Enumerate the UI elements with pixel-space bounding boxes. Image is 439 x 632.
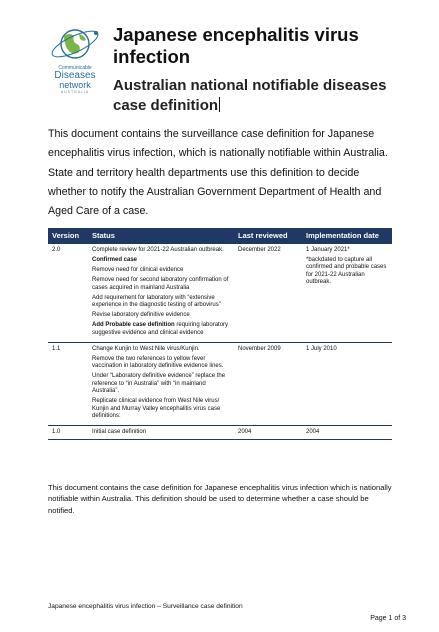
implementation-date: 1 January 2021*	[306, 247, 350, 253]
logo-line-1: Communicable	[58, 65, 92, 71]
cell-status	[88, 342, 234, 426]
status-line: Revise laboratory definitive evidence	[92, 312, 190, 318]
cell-last-reviewed: 2004	[234, 426, 302, 440]
logo-line-4: AUSTRALIA	[60, 90, 90, 94]
cdna-logo	[44, 22, 106, 108]
page-number: Page 1 of 3	[370, 615, 406, 622]
status-line: Remove need for second laboratory confirmation of cases acquired in mainland Australia	[92, 277, 229, 291]
cell-status: Initial case definition	[88, 426, 234, 440]
intro-paragraph: This document contains the surveillance case definition for Japanese encephalitis virus infection, which is nationally notifiable within Australia. State and territory health departments use this definition to decide whether to notify the Australian Government Department of Health and Aged Care of a case.	[48, 128, 388, 218]
header-implementation-date: Implementation date	[302, 228, 392, 244]
cell-version: 1.0	[48, 426, 88, 440]
subtitle-text: Australian national notifiable diseases case definition	[113, 77, 387, 114]
document-subtitle	[113, 76, 423, 116]
version-history-table	[48, 228, 392, 440]
table-row	[48, 342, 392, 426]
header-version: Version	[48, 228, 88, 244]
cell-implementation: 2004	[302, 426, 392, 440]
status-line: Change Kunjin to West Nile virus/Kunjin.	[92, 345, 200, 352]
table-row	[48, 426, 392, 440]
status-rest: requiring laboratory suggestive evidence and clinical evidence	[92, 322, 229, 336]
cell-implementation: 1 July 2010	[302, 342, 392, 426]
notifiable-paragraph: This document contains the case definition for Japanese encephalitis virus infection which is nationally notifiable within Australia. This definition should be used to determine whether a case should be notified.	[48, 483, 392, 515]
header-status: Status	[88, 228, 234, 244]
table-row	[48, 244, 392, 342]
status-line: Remove need for clinical evidence	[92, 267, 184, 273]
header-last-reviewed: Last reviewed	[234, 228, 302, 244]
cell-implementation	[302, 244, 392, 342]
status-line: Remove the two references to yellow fever vaccination in laboratory definitive evidence lines.	[92, 355, 224, 369]
status-line: Under “Laboratory definitive evidence” replace the reference to “in Australia” with “in mainland Australia”.	[92, 373, 226, 394]
implementation-note: *backdated to capture all confirmed and probable cases for 2021-22 Australian outbreak.	[306, 256, 387, 285]
cdna-logo-globe-icon	[44, 22, 106, 68]
status-line-probable	[92, 322, 230, 337]
text-cursor	[219, 97, 220, 112]
page-footer: Japanese encephalitis virus infection – Surveillance case definition	[48, 603, 243, 610]
cell-version: 1.1	[48, 342, 88, 426]
table-header-row	[48, 228, 392, 244]
cell-last-reviewed: December 2022	[234, 244, 302, 342]
logo-line-3: network	[59, 80, 91, 90]
status-line: Replicate clinical evidence from West Nile virus/ Kunjin and Murray Valley encephalitis virus case definitions:	[92, 398, 221, 419]
status-line: Confirmed case	[92, 257, 138, 263]
status-line: Complete review for 2021-22 Australian outbreak.	[92, 247, 224, 253]
document-title: Japanese encephalitis virus infection	[113, 24, 359, 67]
logo-line-2: Diseases	[54, 70, 96, 81]
status-bold-prefix: Add Probable case definition	[92, 322, 175, 328]
cell-last-reviewed: November 2009	[234, 342, 302, 426]
cell-status	[88, 244, 234, 342]
status-line: Add requirement for laboratory with “extensive experience in the diagnostic testing of arbovirus”	[92, 294, 221, 308]
cell-version: 2.0	[48, 244, 88, 342]
